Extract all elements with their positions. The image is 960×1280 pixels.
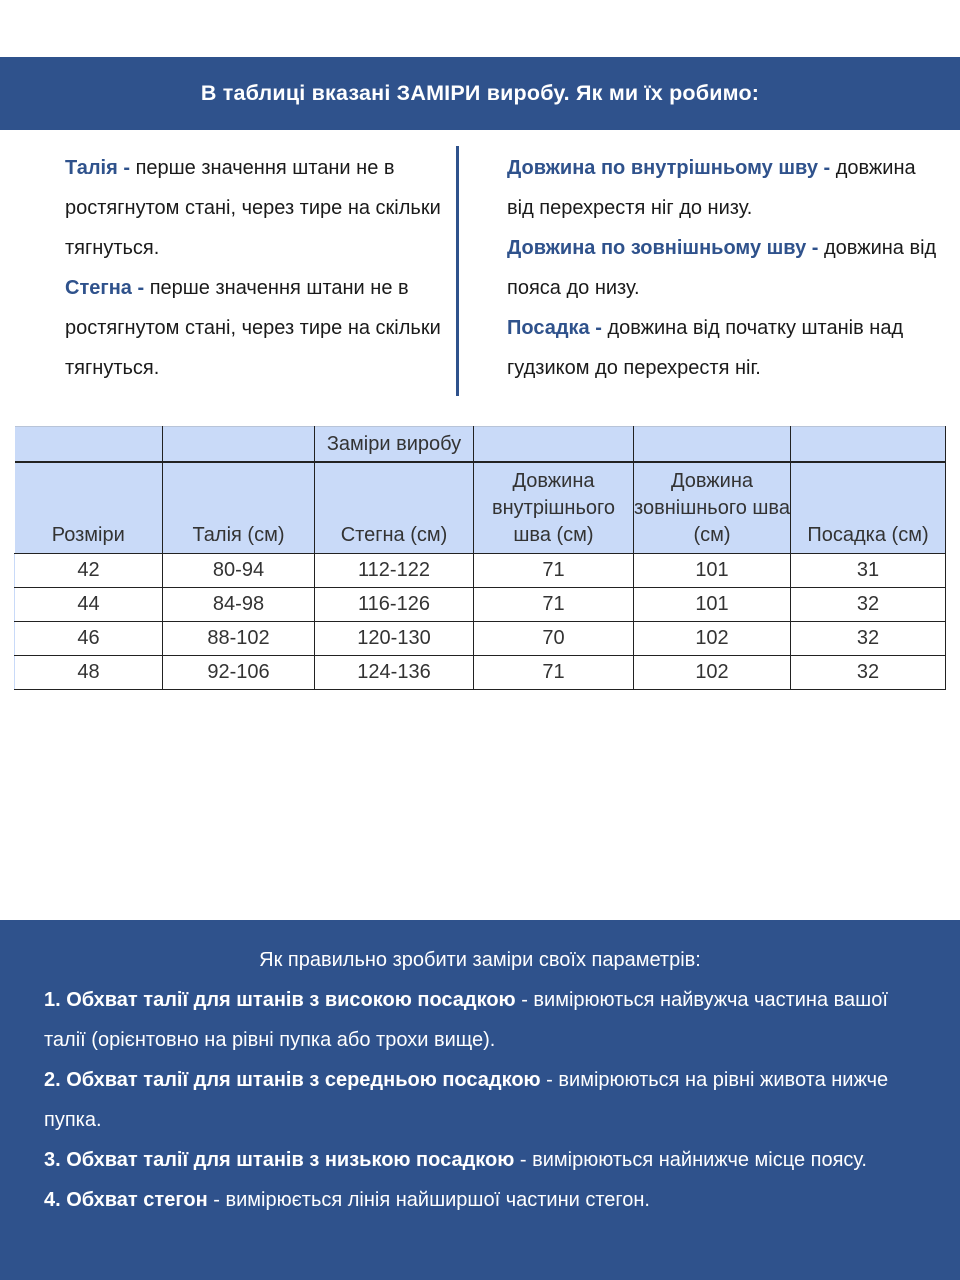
column-header: Талія (см): [163, 462, 315, 554]
table-row: [15, 622, 946, 656]
table-cell: 112-122: [315, 554, 474, 588]
column-header: Довжина зовнішнього шва (см): [634, 462, 791, 554]
table-cell: 31: [791, 554, 946, 588]
definition-inseam: [507, 148, 937, 228]
table-group-row: [15, 427, 946, 463]
definitions-right: [507, 148, 937, 388]
table-cell: 71: [474, 588, 634, 622]
definition-text: довжина від пояса до низу.: [507, 237, 937, 299]
table-cell: 88-102: [163, 622, 315, 656]
table-cell: 101: [634, 554, 791, 588]
definition-waist: [65, 148, 445, 268]
table-row: [15, 588, 946, 622]
table-header-row: [15, 462, 946, 554]
size-table: [14, 426, 946, 690]
guide-intro: Як правильно зробити заміри своїх параметрів:: [259, 949, 701, 971]
definition-term: Талія -: [65, 157, 136, 179]
guide-steps: [44, 980, 934, 1220]
column-header: Стегна (см): [315, 462, 474, 554]
table-cell: 70: [474, 622, 634, 656]
definition-text: довжина від перехрестя ніг до низу.: [507, 157, 916, 219]
guide-step: 1. Обхват талії для штанів з високою посадкою - вимірюються найвужча частина вашої талії (орієнтовно на рівні пупка або трохи вище).: [44, 989, 888, 1051]
definitions-left: [65, 148, 445, 388]
table-cell: 46: [15, 622, 163, 656]
table-cell: 32: [791, 656, 946, 690]
table-row: [15, 656, 946, 690]
definition-rise: [507, 308, 937, 388]
table-cell: 80-94: [163, 554, 315, 588]
table-cell: 101: [634, 588, 791, 622]
guide-step: 2. Обхват талії для штанів з середньою посадкою - вимірюються на рівні живота нижче пупка.: [44, 1069, 889, 1131]
table-cell: 32: [791, 622, 946, 656]
top-banner: [0, 57, 960, 130]
table-cell: 71: [474, 656, 634, 690]
table-cell: 71: [474, 554, 634, 588]
table-group-title: Заміри виробу: [315, 427, 474, 463]
table-cell: 32: [791, 588, 946, 622]
definition-term: Довжина по внутрішньому шву -: [507, 157, 836, 179]
table-cell: 102: [634, 622, 791, 656]
table-cell: 102: [634, 656, 791, 690]
table-cell: 84-98: [163, 588, 315, 622]
definition-term: Довжина по зовнішньому шву -: [507, 237, 824, 259]
table-cell: 44: [15, 588, 163, 622]
definition-text: довжина від початку штанів над гудзиком до перехрестя ніг.: [507, 317, 904, 379]
table-cell: 48: [15, 656, 163, 690]
column-header: Посадка (см): [791, 462, 946, 554]
table-cell: 92-106: [163, 656, 315, 690]
column-divider: [456, 146, 459, 396]
definition-text: перше значення штани не в ростягнутом стані, через тире на скільки тягнуться.: [65, 277, 441, 379]
definition-term: Посадка -: [507, 317, 608, 339]
column-header: Розміри: [15, 462, 163, 554]
banner-title: В таблиці вказані ЗАМІРИ виробу. Як ми їх робимо:: [200, 81, 760, 105]
definition-text: перше значення штани не в ростягнутом стані, через тире на скільки тягнуться.: [65, 157, 441, 259]
table-cell: 120-130: [315, 622, 474, 656]
definition-term: Стегна -: [65, 277, 150, 299]
table-row: [15, 554, 946, 588]
definition-hips: [65, 268, 445, 388]
measurement-guide: [0, 920, 960, 1280]
table-cell: 116-126: [315, 588, 474, 622]
column-header: Довжина внутрішнього шва (см): [474, 462, 634, 554]
definition-outseam: [507, 228, 937, 308]
guide-step: 4. Обхват стегон - вимірюється лінія найширшої частини стегон.: [44, 1189, 650, 1211]
table-cell: 42: [15, 554, 163, 588]
guide-step: 3. Обхват талії для штанів з низькою посадкою - вимірюються найнижче місце поясу.: [44, 1149, 867, 1171]
table-cell: 124-136: [315, 656, 474, 690]
